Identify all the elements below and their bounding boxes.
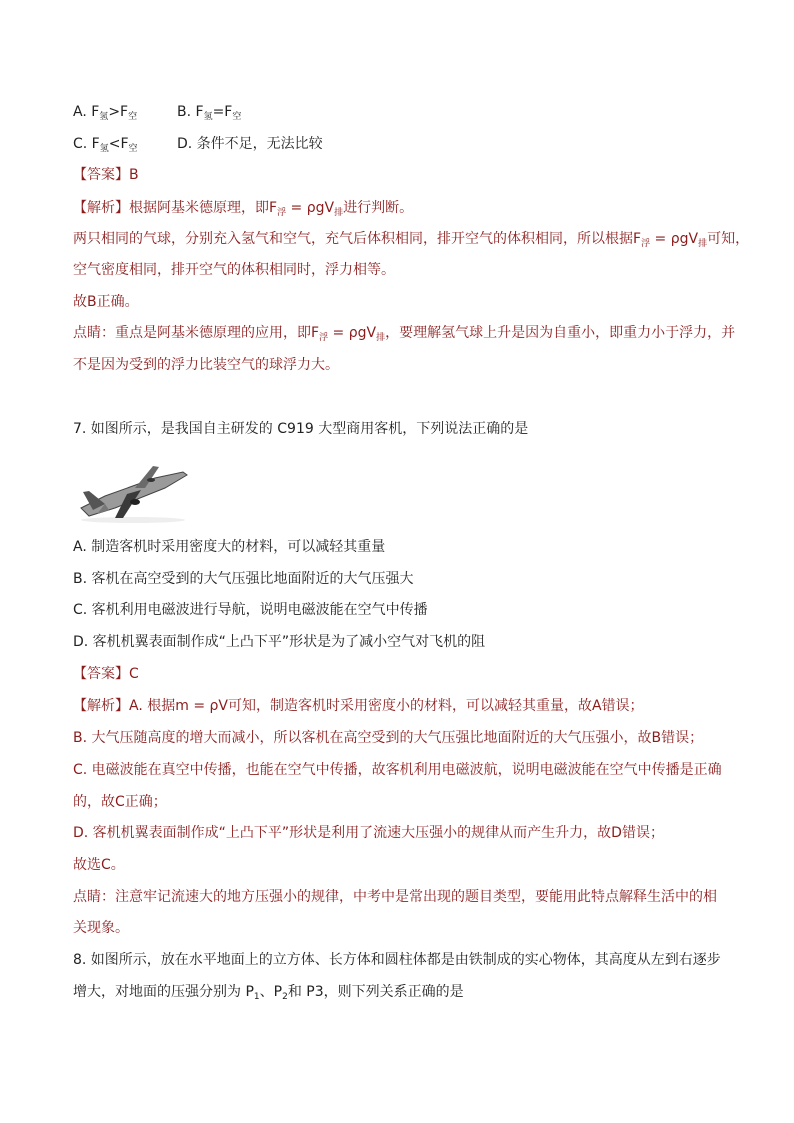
q7-analysis-c2: 的，故C正确； [73, 794, 167, 810]
q6-option-b: B. $F_氢=F_空$ [177, 104, 242, 122]
q6-note-line2: 不是因为受到的浮力比装空气的球浮力大。 [73, 357, 339, 373]
q6-analysis-line3: 空气密度相同，排开空气的体积相同时，浮力相等。 [73, 262, 395, 278]
q7-analysis-b: B. 大气压随高度的增大而减小，所以客机在高空受到的大气压强比地面附近的大气压强小，故B错误； [73, 730, 704, 746]
q7-option-d: D. 客机机翼表面制作成“上凸下平”形状是为了减小空气对飞机的阻 [73, 634, 486, 650]
q6-analysis-line1: 【解析】根据阿基米德原理，即$F_浮 = \rho gV_排$进行判断。 [73, 200, 414, 218]
q6-options-row2 [73, 134, 323, 159]
c919-airplane-image [75, 458, 191, 524]
q7-option-c: C. 客机利用电磁波进行导航，说明电磁波能在空气中传播 [73, 602, 428, 618]
q7-analysis-c1: C. 电磁波能在真空中传播，也能在空气中传播，故客机利用电磁波航，说明电磁波能在空气中传播是正确 [73, 762, 722, 778]
q7-note-line2: 关现象。 [73, 920, 129, 936]
q8-stem-line1: 8. 如图所示，放在水平地面上的立方体、长方体和圆柱体都是由铁制成的实心物体，其高度从左到右逐步 [73, 952, 721, 968]
q6-note-line1: 点睛：重点是阿基米德原理的应用，即$F_浮 = \rho gV_排$，要理解氢气球上升是因为自重小，即重力小于浮力，并 [73, 325, 736, 343]
q7-note-line1: 点睛：注意牢记流速大的地方压强小的规律，中考中是常出现的题目类型，要能用此特点解释生活中的相 [73, 889, 717, 905]
q7-answer: 【答案】C [73, 666, 139, 682]
q6-answer: 【答案】B [73, 167, 139, 183]
q6-option-d: D. 条件不足，无法比较 [177, 136, 323, 152]
q8-stem-line2: 增大，对地面的压强分别为 $P_1$、$P_2$和 P3，则下列关系正确的是 [73, 984, 464, 1002]
q6-analysis-line4: 故B正确。 [73, 294, 139, 310]
q6-analysis-line2: 两只相同的气球，分别充入氢气和空气，充气后体积相同，排开空气的体积相同，所以根据$F_浮 = \rho gV_排$可知， [73, 231, 750, 249]
q7-option-b: B. 客机在高空受到的大气压强比地面附近的大气压强大 [73, 571, 414, 587]
q7-stem: 7. 如图所示，是我国自主研发的 C919 大型商用客机，下列说法正确的是 [73, 421, 529, 437]
q7-analysis-d: D. 客机机翼表面制作成“上凸下平”形状是利用了流速大压强小的规律从而产生升力，故D错误； [73, 825, 664, 841]
q7-analysis-a: 【解析】A. 根据m = ρV可知，制造客机时采用密度小的材料，可以减轻其重量，故A错误； [73, 698, 644, 714]
q6-option-c: C. $F_氢<F_空$ [73, 136, 138, 154]
q7-option-a: A. 制造客机时采用密度大的材料，可以减轻其重量 [73, 539, 386, 555]
q6-options-row1 [73, 102, 241, 127]
q6-option-a: A. $F_氢>F_空$ [73, 104, 138, 122]
q7-conclusion: 故选C。 [73, 857, 125, 873]
